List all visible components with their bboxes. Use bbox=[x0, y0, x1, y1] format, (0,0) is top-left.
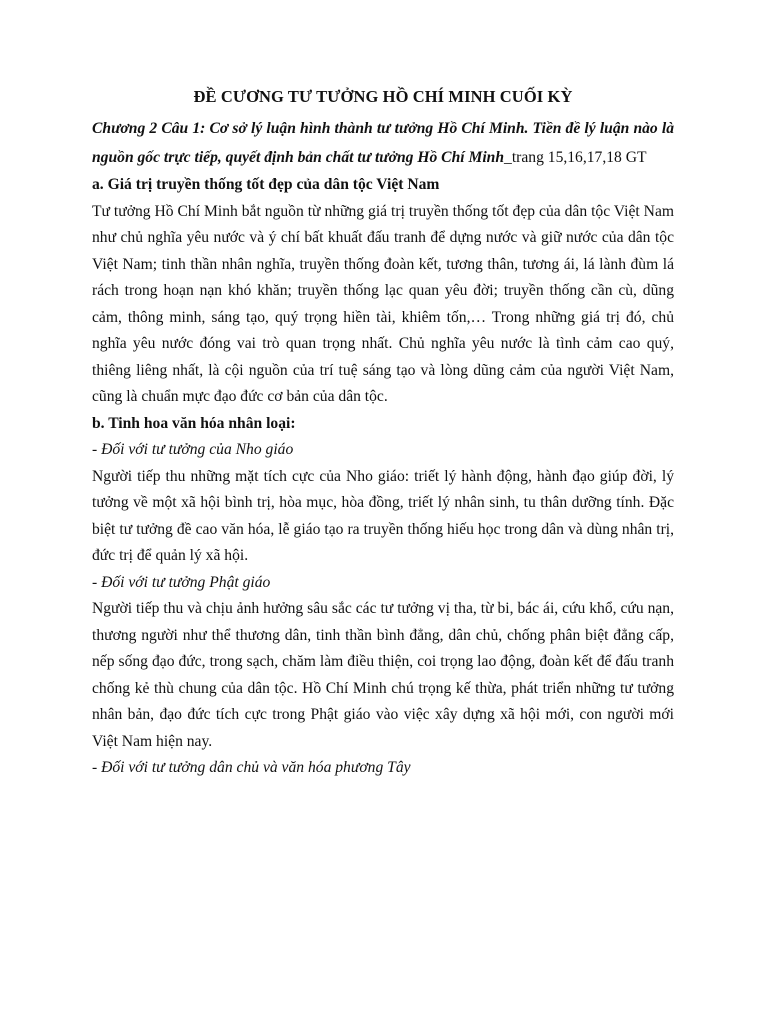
phat-giao-body: Người tiếp thu và chịu ảnh hưởng sâu sắc các tư tưởng vị tha, từ bi, bác ái, cứu khổ, cứu nạn, thương người như thể thương dân, tinh thần bình đẳng, dân chủ, chống phân biệt đẳng cấp, nếp sống đạo đức, trong sạch, chăm làm điều thiện, coi trọng lao động, đoàn kết để đấu tranh chống kẻ thù chung của dân tộc. Hồ Chí Minh chú trọng kế thừa, phát triển những tư tưởng nhân bản, đạo đức tích cực trong Phật giáo vào việc xây dựng xã hội mới, con người mới Việt Nam hiện nay. bbox=[92, 600, 674, 750]
phat-giao-subheading: - Đối với tư tưởng Phật giáo bbox=[92, 573, 271, 591]
document-page bbox=[92, 84, 674, 782]
question-text: Chương 2 Câu 1: Cơ sở lý luận hình thành tư tưởng Hồ Chí Minh. Tiền đề lý luận nào là nguồn gốc trực tiếp, quyết định bản chất tư tưởng Hồ Chí Minh bbox=[92, 120, 674, 166]
section-a-heading: a. Giá trị truyền thống tốt đẹp của dân tộc Việt Nam bbox=[92, 176, 440, 193]
nho-giao-body: Người tiếp thu những mặt tích cực của Nho giáo: triết lý hành động, hành đạo giúp đời, lý tưởng về một xã hội bình trị, hòa mục, hòa đồng, triết lý nhân sinh, tu thân dưỡng tính. Đặc biệt tư tưởng đề cao văn hóa, lễ giáo tạo ra truyền thống hiếu học trong dân và dùng nhân trị, đức trị để quản lý xã hội. bbox=[92, 467, 674, 564]
phuong-tay-subheading: - Đối với tư tưởng dân chủ và văn hóa phương Tây bbox=[92, 759, 411, 776]
section-b-heading: b. Tinh hoa văn hóa nhân loại: bbox=[92, 414, 296, 432]
nho-giao-subheading: - Đối với tư tưởng của Nho giáo bbox=[92, 441, 294, 458]
section-a-body: Tư tưởng Hồ Chí Minh bắt nguồn từ những giá trị truyền thống tốt đẹp của dân tộc Việt Nam như chủ nghĩa yêu nước và ý chí bất khuất đấu tranh để dựng nước và giữ nước của dân tộc Việt Nam; tinh thần nhân nghĩa, truyền thống đoàn kết, tương thân, tương ái, lá lành đùm lá rách trong hoạn nạn khó khăn; truyền thống lạc quan yêu đời; truyền thống cần cù, dũng cảm, thông minh, sáng tạo, quý trọng hiền tài, khiêm tốn,… Trong những giá trị đó, chủ nghĩa yêu nước đóng vai trò quan trọng nhất. Chủ nghĩa yêu nước là tình cảm cao quý, thiêng liêng nhất, là cội nguồn của trí tuệ sáng tạo và lòng dũng cảm của người Việt Nam, cũng là chuẩn mực đạo đức cơ bản của dân tộc. bbox=[92, 202, 674, 405]
document-title: ĐỀ CƯƠNG TƯ TƯỞNG HỒ CHÍ MINH CUỐI KỲ bbox=[193, 87, 573, 106]
question-paragraph bbox=[92, 115, 674, 172]
question-page-reference: _trang 15,16,17,18 GT bbox=[504, 148, 647, 166]
